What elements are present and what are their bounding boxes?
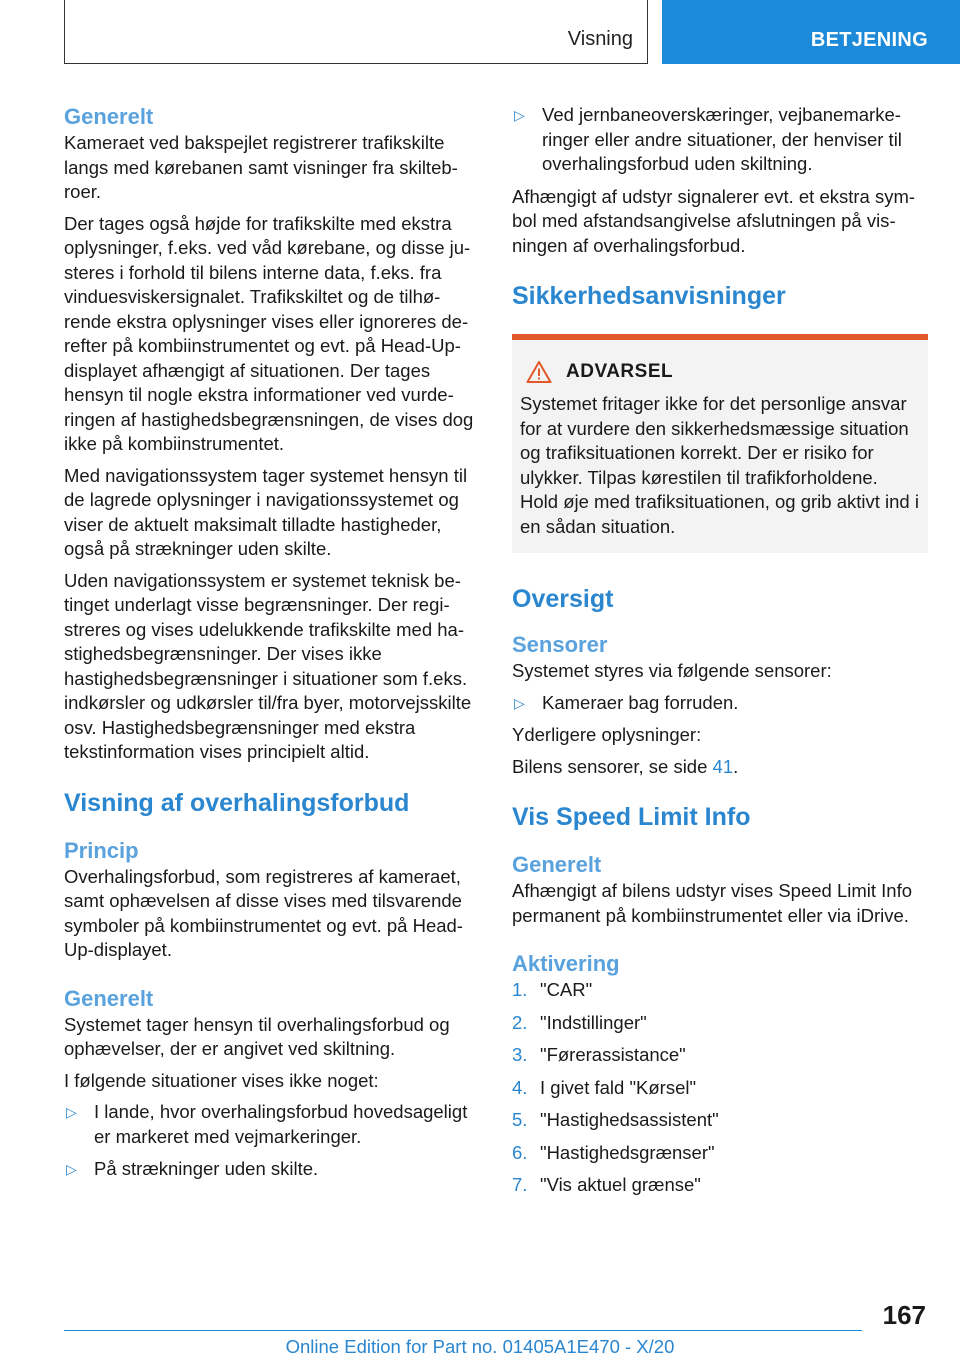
paragraph: Der tages også højde for trafikskilte med ekstra oplysninger, f.eks. ved våd kørebane, og disse justeres i forhold til bilens interne data, f.eks. fra vinduesviskersignalet. Trafikskiltet og de tilhørende ekstra oplysninger vises eller ignoreres derefter på kombiinstrumentet og evt. på Head-Up-displayet afhængigt af situationen. Der tages hensyn til nogle ekstra informationer ved vurderingen af hastighedsbegrænsningen, de vises dog ikke på kombiinstrumentet. <box>64 212 474 454</box>
paragraph: Yderligere oplysninger: <box>512 724 702 745</box>
heading-sensorer: Sensorer <box>512 632 608 657</box>
header-chapter-tab[interactable] <box>662 0 960 64</box>
heading-sikkerhedsanvisninger: Sikkerhedsanvisninger <box>512 282 786 310</box>
activation-steps <box>512 978 928 1198</box>
heading-aktivering: Aktivering <box>512 951 620 976</box>
step-item: 4. I givet fald "Kørsel" <box>512 1076 697 1098</box>
paragraph: Overhalingsforbud, som registreres af kameraet, samt ophævelsen af disse vises med tilsvarende symboler på kombiinstrumentet og evt. på Head-Up-displayet. <box>64 865 463 960</box>
warning-triangle-icon <box>526 360 552 384</box>
paragraph: Med navigationssystem tager systemet hensyn til de lagrede oplysninger i navigationssystemet og viser de aktuelt maksimalt tilladte hastigheder, også på strækninger uden skilte. <box>64 464 468 559</box>
page-reference-link[interactable]: 41 <box>712 755 734 777</box>
header-section-label: Visning <box>567 28 633 50</box>
page-number: 167 <box>882 1300 926 1330</box>
heading-generelt-3: Generelt <box>512 852 602 877</box>
paragraph: Kameraet ved bakspejlet registrerer trafikskilte langs med kørebanen samt visninger fra skiltebroer. <box>64 132 458 202</box>
header-section-box <box>64 0 648 64</box>
warning-text: Systemet fritager ikke for det personlige ansvar for at vurdere den sikkerhedsmæssige situation og trafiksituationen korrekt. Der er risiko for ulykker. Tilpas kørestilen til trafikforholdene. Hold øje med trafiksituationen, og grib aktivt ind i en sådan situation. <box>520 393 919 537</box>
warning-title: ADVARSEL <box>566 361 674 382</box>
header-chapter-label: BETJENING <box>810 29 928 51</box>
list-item: ▷ I lande, hvor overhalingsforbud hovedsageligt er markeret med vejmarkeringer. <box>66 1101 468 1147</box>
triangle-bullet-icon: ▷ <box>66 1161 77 1177</box>
heading-generelt-2: Generelt <box>64 985 154 1011</box>
paragraph: Bilens sensorer, se side 41. <box>512 755 739 777</box>
sensor-list <box>512 691 928 716</box>
footer-edition: Online Edition for Part no. 01405A1E470 - X/20 <box>285 1336 675 1357</box>
triangle-bullet-icon: ▷ <box>514 694 525 711</box>
left-column <box>64 103 476 1190</box>
footer-divider <box>64 1330 862 1331</box>
step-item: 6. "Hastighedsgrænser" <box>512 1141 715 1163</box>
step-item: 5. "Hastighedsassistent" <box>512 1109 719 1130</box>
paragraph: Afhængigt af udstyr signalerer evt. et ekstra symbol med afstandsangivelse afslutningen på visningen af overhalingsforbud. <box>512 185 916 256</box>
situation-list <box>64 1100 476 1182</box>
heading-oversigt: Oversigt <box>512 585 614 613</box>
paragraph: Systemet styres via følgende sensorer: <box>512 660 832 681</box>
situation-list-continued <box>512 103 928 177</box>
list-item: ▷ Kameraer bag forruden. <box>512 691 928 716</box>
step-item: 1. "CAR" <box>512 979 593 1000</box>
paragraph: I følgende situationer vises ikke noget: <box>64 1069 379 1091</box>
step-item: 7. "Vis aktuel grænse" <box>512 1174 701 1195</box>
warning-title-row <box>520 360 920 384</box>
right-column <box>512 103 928 1206</box>
paragraph: Afhængigt af bilens udstyr vises Speed Limit Info permanent på kombiinstrumentet eller via iDrive. <box>512 880 913 926</box>
list-item: ▷ På strækninger uden skilte. <box>64 1157 476 1182</box>
heading-vis-speed-limit-info: Vis Speed Limit Info <box>512 803 751 831</box>
paragraph: Systemet tager hensyn til overhalingsforbud og ophævelser, der er angivet ved skiltning. <box>64 1013 450 1059</box>
step-item: 3. "Førerassistance" <box>512 1044 686 1065</box>
triangle-bullet-icon: ▷ <box>66 1104 77 1120</box>
heading-generelt: Generelt <box>64 104 154 129</box>
heading-visning-af-overhalingsforbud: Visning af overhalingsforbud <box>64 788 410 817</box>
warning-box <box>512 334 928 553</box>
triangle-bullet-icon: ▷ <box>514 107 525 123</box>
list-item: ▷ Ved jernbaneoverskæringer, vejbanemarkeringer eller andre situationer, der henviser til overhalingsforbud uden skiltning. <box>514 104 902 174</box>
step-item: 2. "Indstillinger" <box>512 1011 647 1033</box>
paragraph: Uden navigationssystem er systemet teknisk betinget underlagt visse begrænsninger. Der registreres og vises udelukkende trafikskilte med hastighedsbegrænsninger. Der vises ikke hastighedsbegrænsninger i situationer som f.eks. indkørsler og udkørsler til/fra byer, motorvejsskilte osv. Hastighedsbegrænsninger med ekstra tekstinformation vises principielt altid. <box>64 569 472 762</box>
heading-princip: Princip <box>64 837 139 863</box>
